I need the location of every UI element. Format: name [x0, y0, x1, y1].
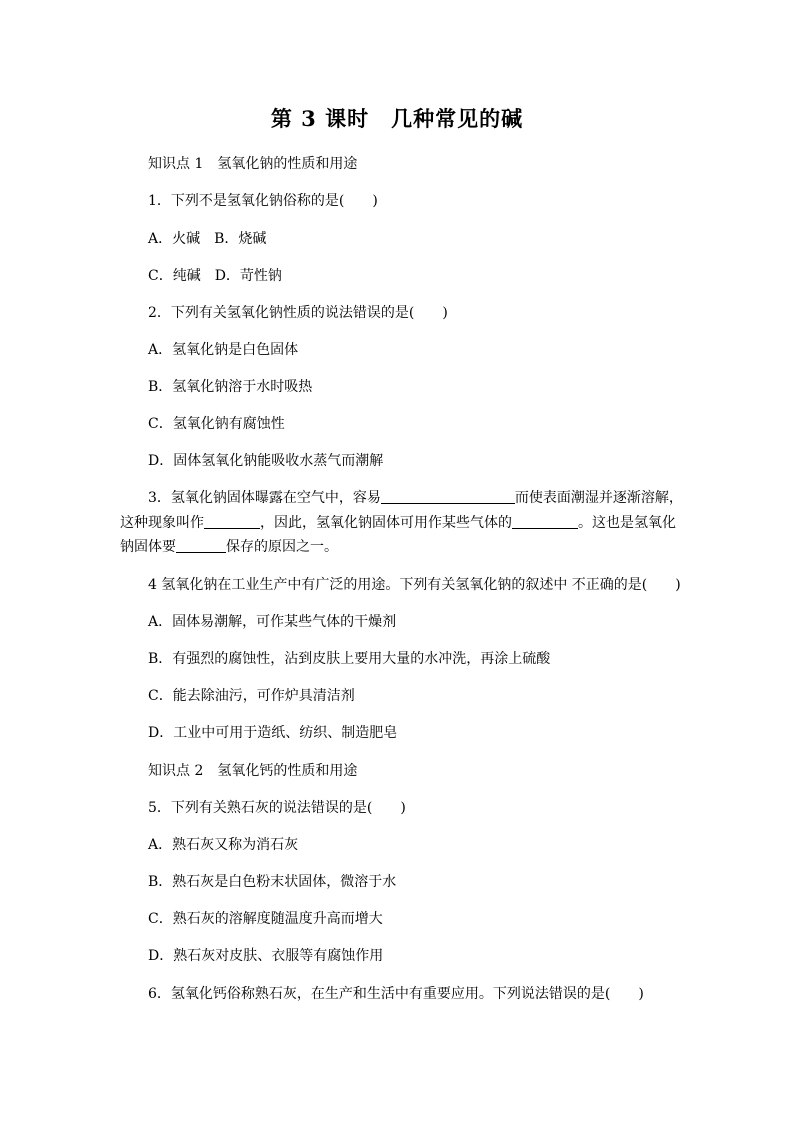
question-1-options-cd: C．纯碱 D．苛性钠 [148, 268, 282, 284]
section-heading-2: 知识点 2 氢氧化钙的性质和用途 [148, 763, 358, 779]
question-3-text-6: 钠固体要 [120, 539, 176, 555]
question-3-line-1 [148, 489, 683, 507]
question-4-stem: 4 氢氧化钠在工业生产中有广泛的用途。下列有关氢氧化钠的叙述中 不正确的是( ) [148, 577, 681, 593]
question-5-stem: 5．下列有关熟石灰的说法错误的是( ) [148, 800, 406, 816]
question-2-option-a: A．氢氧化钠是白色固体 [148, 342, 299, 358]
question-1-stem: 1．下列不是氢氧化钠俗称的是( ) [148, 193, 378, 209]
question-3-text-1: 3．氢氧化钠固体曝露在空气中，容易 [148, 490, 381, 506]
question-1-options-ab: A．火碱 B．烧碱 [148, 231, 267, 247]
question-3-text-7: 保存的原因之一。 [226, 539, 338, 555]
question-4-option-d: D．工业中可用于造纸、纺织、制造肥皂 [148, 725, 398, 741]
question-5-option-a: A．熟石灰又称为消石灰 [148, 837, 299, 853]
question-3-blank-3[interactable] [512, 514, 578, 529]
question-2-option-d: D．固体氢氧化钠能吸收水蒸气而潮解 [148, 453, 384, 469]
question-2-option-b: B．氢氧化钠溶于水时吸热 [148, 379, 313, 395]
question-3-line-2 [120, 514, 676, 532]
question-5-option-b: B．熟石灰是白色粉末状固体，微溶于水 [148, 874, 397, 890]
question-3-text-3: 这种现象叫作 [120, 515, 204, 531]
question-3-text-2: 而使表面潮湿并逐渐溶解， [514, 490, 683, 506]
question-4-option-c: C．能去除油污，可作炉具清洁剂 [148, 688, 355, 704]
question-3-blank-1[interactable] [381, 489, 515, 504]
question-4-option-b: B．有强烈的腐蚀性，沾到皮肤上要用大量的水冲洗，再涂上硫酸 [148, 651, 551, 667]
question-4-option-a: A．固体易潮解，可作某些气体的干燥剂 [148, 614, 397, 630]
question-3-text-5: 。这也是氢氧化 [578, 515, 676, 531]
section-heading-1: 知识点 1 氢氧化钠的性质和用途 [148, 156, 358, 172]
question-5-option-d: D．熟石灰对皮肤、衣服等有腐蚀作用 [148, 948, 384, 964]
question-2-stem: 2．下列有关氢氧化钠性质的说法错误的是( ) [148, 305, 448, 321]
question-3-text-4: ，因此，氢氧化钠固体可用作某些气体的 [260, 515, 512, 531]
question-3-blank-2[interactable] [204, 514, 260, 529]
question-3-line-3 [120, 538, 338, 556]
page-title: 第 3 课时 几种常见的碱 [270, 106, 524, 131]
question-3-blank-4[interactable] [176, 538, 226, 553]
question-2-option-c: C．氢氧化钠有腐蚀性 [148, 416, 285, 432]
question-6-stem: 6．氢氧化钙俗称熟石灰，在生产和生活中有重要应用。下列说法错误的是( ) [148, 986, 644, 1002]
question-5-option-c: C．熟石灰的溶解度随温度升高而增大 [148, 911, 383, 927]
